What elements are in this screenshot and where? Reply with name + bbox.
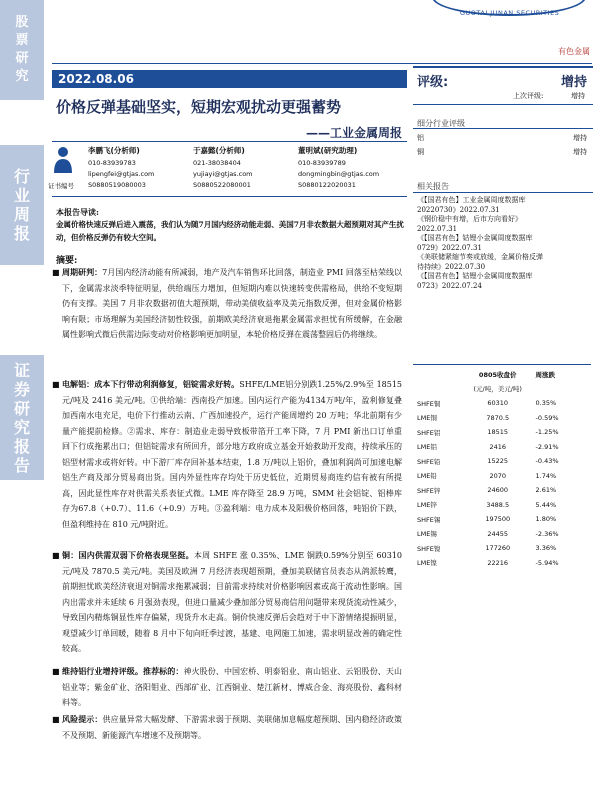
related-report-link[interactable]: 《钢价稳中有增，后市方向看好》	[417, 215, 522, 223]
industry-rating: 增持	[573, 134, 587, 142]
cert-label: 证书编号	[48, 182, 74, 190]
analyst-phone: 010-83939783	[88, 159, 136, 167]
bullet-lead: 维持铝行业增持评级。推荐标的：	[62, 666, 184, 676]
metal-cell: SHFE铝	[417, 428, 441, 437]
price-cell: 24455	[487, 529, 509, 538]
analyst-cert: S0880519080003	[88, 181, 146, 189]
table-row	[413, 483, 591, 498]
metal-cell: LME铜	[417, 414, 437, 423]
price-cell: 15225	[487, 457, 509, 466]
analyst-phone: 021-38038404	[193, 159, 241, 167]
summary-bullet	[52, 265, 402, 343]
related-report-date: 0729》2022.07.31	[417, 243, 482, 252]
analyst-card	[88, 145, 198, 191]
unit-cell: (元/吨，美元/吨)	[473, 385, 522, 394]
analyst-cert: S0880522080001	[193, 181, 251, 189]
bullet-text: 本周 SHFE 涨 0.35%、LME 铜跌0.59%分别至 60310元/吨及 7870.5 美元/吨。美国及欧洲 7 月经济表现超预期，叠加美联储官员表态从鸽派转鹰，前期担忧欧美经济衰退对铜需求拖累减弱；目前需求持续对价格影响因素或高于流动性影响。国内出需求并未延续 6 月强劲表现，但进口量减少叠加部分贸易商信用问题带来现货流动性减少，导致国内精炼铜显性库存偏紧，现货升水走高。铜价快速反弹后会趋对于中下游情绪提振明显，观望减少订单回暖，随着 8 月中下旬向旺季过渡，基建、电网施工加速，需求明显改善的确定性较高。	[62, 551, 402, 653]
price-cell: 177260	[485, 544, 511, 553]
change-cell: -5.94%	[535, 558, 559, 567]
related-report-link[interactable]: 《美联储紧缩节奏或放缓，金属价格反弹	[417, 253, 543, 261]
sidebar-securities-report: 证 券 研 究 报 告	[0, 355, 44, 480]
unit-cell	[526, 382, 591, 397]
sidebar-industry-weekly: 行 业 周 报	[0, 145, 44, 265]
table-row	[413, 556, 591, 571]
metal-cell: SHFE铅	[417, 457, 441, 466]
guide-label: 本报告导读:	[56, 207, 99, 217]
analyst-email[interactable]: lipengfei@gtjas.com	[88, 170, 155, 178]
bullet-text: 神火股份、中国宏桥、明泰铝业、南山铝业、云铝股份、天山铝业等；紫金矿业、洛阳钼业、西部矿业、江西铜业、楚江新材、博威合金、海亮股份、鑫科材料等。	[62, 667, 403, 707]
price-cell: 2070	[489, 471, 506, 480]
company-logo	[432, 0, 600, 20]
report-date: 2022.08.06	[52, 70, 407, 88]
guide-text: 金属价格快速反弹后进入震荡，我们认为随7月国内经济动能走弱、美国7月非农数据大超预期对其产生扰动，但价格反弹仍有较大空间。	[56, 220, 404, 242]
price-table	[413, 367, 591, 570]
report-subtitle: ——工业金属周报	[305, 126, 402, 140]
price-table-rule	[413, 364, 591, 365]
analyst-card	[298, 145, 408, 191]
price-table-unit-row	[413, 382, 591, 397]
bullet-icon: ■	[52, 715, 60, 724]
analyst-name: 李鹏飞(分析师)	[88, 146, 140, 155]
related-report-link[interactable]: 《【国君有色】钴锂小金属周度数据库	[417, 234, 533, 242]
related-report-date: 0723》2022.07.24	[417, 281, 482, 290]
analyst-cert: S0880122020031	[298, 181, 356, 189]
bullet-text: SHFE/LME铝分别跌1.25%/2.9%至 18515 元/吨及 2416 美元/吨。①供给端：西南投产加速。国内运行产能为4134万吨/年，盈利修复叠加西南水电充足，电价下行推动云南、广西加速投产，运行产能周增约 20 万吨；华北前期有少量产能提前检修。②需求、库存：制造业走弱导致板带箔开工率下降，7 月 PMI 新出口订单重回下行成拖累出口；但铝锭需求有所回升，部分地方政府成立基金开始救助开发商，持续承压的铝型材需求或将好转。中下游厂库存回补基本结束，1.8 万/吨以上铝价，叠加利润尚可加速电解铝生产商及部分贸易商出货。国内外显性库存均处于历史低位，近期贸易商连约信有被有所提高，因此显性库存对供需关系表征式微。LME 库存降至 28.9 万吨，SMM 社会铝锭、铝棒库存为67.8（+0.7）、11.6（+0.9）万吨。③盈利端：电力成本及阳极价格回落，吨铝价下跌，但盈利维持在 810 元/吨附近。	[62, 380, 403, 529]
analyst-phone: 010-83939789	[298, 159, 346, 167]
metal-cell: LME锡	[417, 530, 437, 539]
related-report-link[interactable]: 《【国君有色】工业金属周度数据库	[417, 196, 526, 204]
change-cell: -0.59%	[535, 413, 559, 422]
change-cell: 3.36%	[535, 544, 557, 553]
related-reports-list	[417, 196, 592, 291]
related-report-link[interactable]: 《【国君有色】钴锂小金属周度数据库	[417, 272, 533, 280]
change-cell: -2.36%	[535, 529, 559, 538]
previous-rating-value: 增持	[571, 92, 585, 100]
price-cell: 60310	[487, 399, 509, 408]
change-cell: 1.80%	[535, 515, 557, 524]
report-title: 价格反弹基础坚实，短期宏观扰动更强蓄势	[56, 98, 342, 116]
table-row	[413, 541, 591, 556]
table-row	[413, 411, 591, 426]
industry-rating: 增持	[573, 148, 587, 156]
table-row	[413, 440, 591, 455]
change-cell: 5.44%	[535, 500, 557, 509]
related-report-date: 待持续》2022.07.30	[417, 262, 486, 271]
bullet-lead: 风险提示：	[62, 714, 103, 724]
price-cell: 2416	[489, 442, 506, 451]
bullet-text: 供应量异常大幅发酵、下游需求弱于预期、美联储加息幅度超预期、国内稳经济政策不及预期、新能源汽车增速不及预期等。	[62, 715, 403, 740]
metal-cell: SHFE镍	[417, 544, 441, 553]
table-row	[413, 454, 591, 469]
industry-rating-rule	[413, 128, 593, 129]
change-cell: -2.91%	[535, 442, 559, 451]
price-cell: 22216	[487, 558, 509, 567]
price-cell: 7870.5	[486, 413, 510, 422]
analyst-name: 于嘉懿(分析师)	[193, 146, 245, 155]
summary-bullet	[52, 548, 402, 657]
change-cell: 0.35%	[535, 399, 557, 408]
metal-cell: LME铝	[417, 443, 437, 452]
bullet-lead: 电解铝：成本下行带动利润修复，铝锭需求好转。	[62, 379, 240, 389]
sidebar	[0, 0, 44, 800]
analyst-name: 董明斌(研究助理)	[298, 146, 358, 155]
rating-box	[413, 66, 593, 105]
table-row	[413, 469, 591, 484]
metal-cell: LME镍	[417, 559, 437, 568]
sidebar-stock-research: 股 票 研 究	[0, 0, 44, 100]
rating-value: 增持	[560, 75, 587, 90]
related-report-date: 2022.07.31	[417, 224, 458, 233]
previous-rating-label: 上次评级:	[513, 92, 544, 100]
summary-bullet	[52, 712, 403, 743]
industry-name: 铝	[417, 134, 424, 142]
analyst-email[interactable]: yujiayi@gtjas.com	[193, 170, 253, 178]
table-row	[413, 527, 591, 542]
bullet-icon: ■	[52, 667, 60, 676]
analyst-email[interactable]: dongmingbin@gtjas.com	[298, 170, 380, 178]
change-cell: 2.61%	[535, 486, 557, 495]
header-cell	[413, 367, 470, 382]
metal-cell: SHFE锌	[417, 486, 441, 495]
related-reports-title: 相关报告	[417, 182, 449, 191]
table-row	[413, 425, 591, 440]
bullet-lead: 铜：国内供需双弱下价格表现坚挺。	[62, 550, 194, 560]
analyst-block	[48, 145, 410, 195]
rating-label: 评级:	[417, 75, 449, 90]
logo-brand-text: GUOTAI JUNAN SECURITIES	[460, 9, 560, 17]
related-reports-rule	[413, 192, 593, 193]
bullet-icon: ■	[52, 268, 60, 277]
title-rule	[52, 141, 407, 142]
industry-category: 有色金属	[558, 47, 590, 56]
price-cell: 3488.5	[486, 500, 510, 509]
bullet-text: 7月国内经济动能有所减弱，地产及汽车销售环比回落，制造业 PMI 回落至枯荣线以下，金属需求淡季特征明显，供给端压力增加，但短期内难以快速转变供需格局，供给不变短期仍有支撑。美国 7 月非农数据初值大超预期，带动美债收益率及美元指数反弹，但对金属价格影响有限；市场理解为美国经济韧性较强，前期欧美经济衰退拖累金属需求担忧有所缓解，在金融属性影响式微后供需边际变动对价格影响更加明显，本轮价格反弹在震荡整固后仍将继续。	[62, 268, 402, 339]
industry-rating-title: 细分行业评级	[417, 119, 465, 128]
price-cell: 24600	[487, 486, 509, 495]
bullet-icon: ■	[52, 380, 60, 389]
related-report-date: 20220730》2022.07.31	[417, 205, 500, 214]
change-cell: -1.25%	[535, 428, 559, 437]
price-cell: 197500	[485, 515, 511, 524]
summary-label: 摘要:	[56, 256, 78, 266]
analyst-card	[193, 145, 303, 191]
change-cell: -0.43%	[535, 457, 559, 466]
analyst-rule	[52, 196, 407, 197]
industry-name: 铜	[417, 148, 424, 156]
table-row	[413, 512, 591, 527]
header-rule	[52, 63, 592, 64]
summary-bullet	[52, 377, 403, 532]
bullet-lead: 周期研判：	[62, 267, 103, 277]
analyst-person-icon	[52, 145, 74, 175]
header-cell: 周涨跌	[535, 370, 556, 379]
table-row	[413, 498, 591, 513]
change-cell: 1.74%	[535, 471, 557, 480]
price-cell: 18515	[487, 428, 509, 437]
unit-cell	[413, 382, 470, 397]
bullet-icon: ■	[52, 551, 60, 560]
table-row	[413, 396, 591, 411]
price-table-header	[413, 367, 591, 382]
metal-cell: LME铅	[417, 472, 437, 481]
header-cell: 0805收盘价	[478, 370, 517, 379]
metal-cell: LME锌	[417, 501, 437, 510]
metal-cell: SHFE锡	[417, 515, 441, 524]
metal-cell: SHFE铜	[417, 399, 441, 408]
summary-bullet	[52, 664, 403, 711]
